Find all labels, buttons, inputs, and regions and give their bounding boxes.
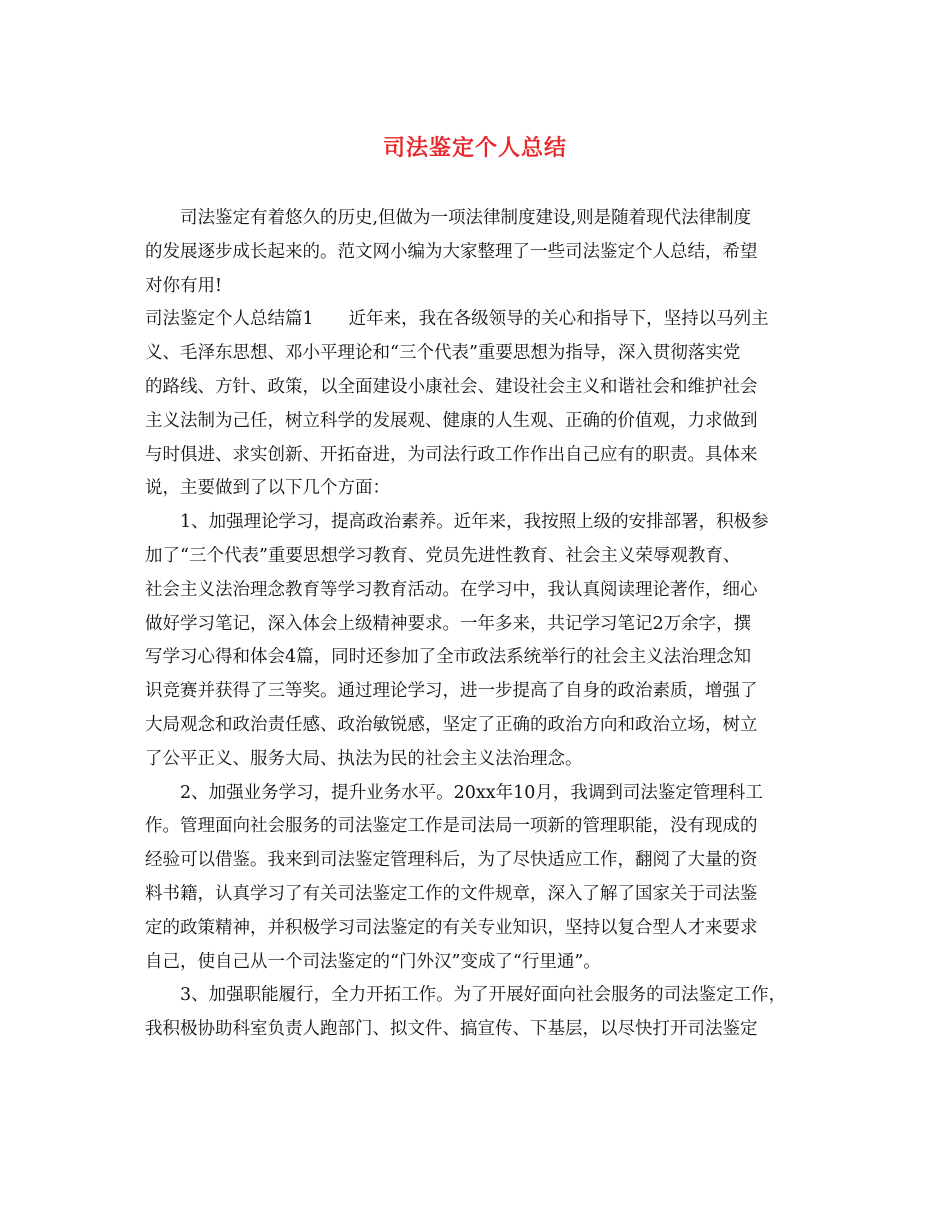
body-line: 料书籍，认真学习了有关司法鉴定工作的文件规章，深入了解了国家关于司法鉴	[145, 883, 758, 904]
body-line: 自己，使自己从一个司法鉴定的“门外汉”变成了“行里通”。	[145, 951, 601, 972]
document-body	[145, 202, 815, 1047]
body-line: 了公平正义、服务大局、执法为民的社会主义法治理念。	[145, 748, 583, 769]
body-line: 司法鉴定有着悠久的历史,但做为一项法律制度建设,则是随着现代法律制度	[180, 208, 752, 228]
body-line: 1、加强理论学习，提高政治素养。近年来，我按照上级的安排部署，积极参	[180, 512, 769, 533]
body-line: 主义法制为己任，树立科学的发展观、健康的人生观、正确的价值观，力求做到	[145, 410, 758, 431]
body-line: 经验可以借鉴。我来到司法鉴定管理科后，为了尽快适应工作，翻阅了大量的资	[145, 850, 758, 871]
body-line: 社会主义法治理念教育等学习教育活动。在学习中，我认真阅读理论著作，细心	[145, 579, 758, 600]
body-line: 对你有用!	[145, 275, 223, 296]
body-line: 义、毛泽东思想、邓小平理论和“三个代表”重要思想为指导，深入贯彻落实党	[145, 343, 741, 364]
body-line: 3、加强职能履行，全力开拓工作。为了开展好面向社会服务的司法鉴定工作，	[180, 985, 787, 1006]
body-line: 定的政策精神，并积极学习司法鉴定的有关专业知识，坚持以复合型人才来要求	[145, 917, 758, 938]
body-line: 司法鉴定个人总结篇1 近年来，我在各级领导的关心和指导下，坚持以马列主	[145, 309, 769, 330]
document-title: 司法鉴定个人总结	[382, 136, 567, 161]
body-line: 与时俱进、求实创新、开拓奋进，为司法行政工作作出自己应有的职责。具体来	[145, 444, 758, 465]
body-line: 做好学习笔记，深入体会上级精神要求。一年多来，共记学习笔记2万余字，撰	[145, 613, 752, 634]
body-line: 我积极协助科室负责人跑部门、拟文件、搞宣传、下基层，以尽快打开司法鉴定	[145, 1019, 758, 1040]
body-line: 写学习心得和体会4篇，同时还参加了全市政法系统举行的社会主义法治理念知	[145, 647, 752, 668]
body-line: 的路线、方针、政策，以全面建设小康社会、建设社会主义和谐社会和维护社会	[145, 376, 758, 397]
body-line: 大局观念和政治责任感、政治敏锐感，坚定了正确的政治方向和政治立场，树立	[145, 714, 758, 735]
body-line: 2、加强业务学习，提升业务水平。20xx年10月，我调到司法鉴定管理科工	[180, 782, 763, 803]
body-line: 的发展逐步成长起来的。范文网小编为大家整理了一些司法鉴定个人总结，希望	[145, 241, 758, 262]
body-line: 作。管理面向社会服务的司法鉴定工作是司法局一项新的管理职能，没有现成的	[145, 816, 758, 837]
body-line: 说，主要做到了以下几个方面：	[145, 478, 390, 499]
body-line: 识竞赛并获得了三等奖。通过理论学习，进一步提高了自身的政治素质，增强了	[145, 681, 758, 702]
body-line: 加了“三个代表”重要思想学习教育、党员先进性教育、社会主义荣辱观教育、	[145, 545, 741, 566]
